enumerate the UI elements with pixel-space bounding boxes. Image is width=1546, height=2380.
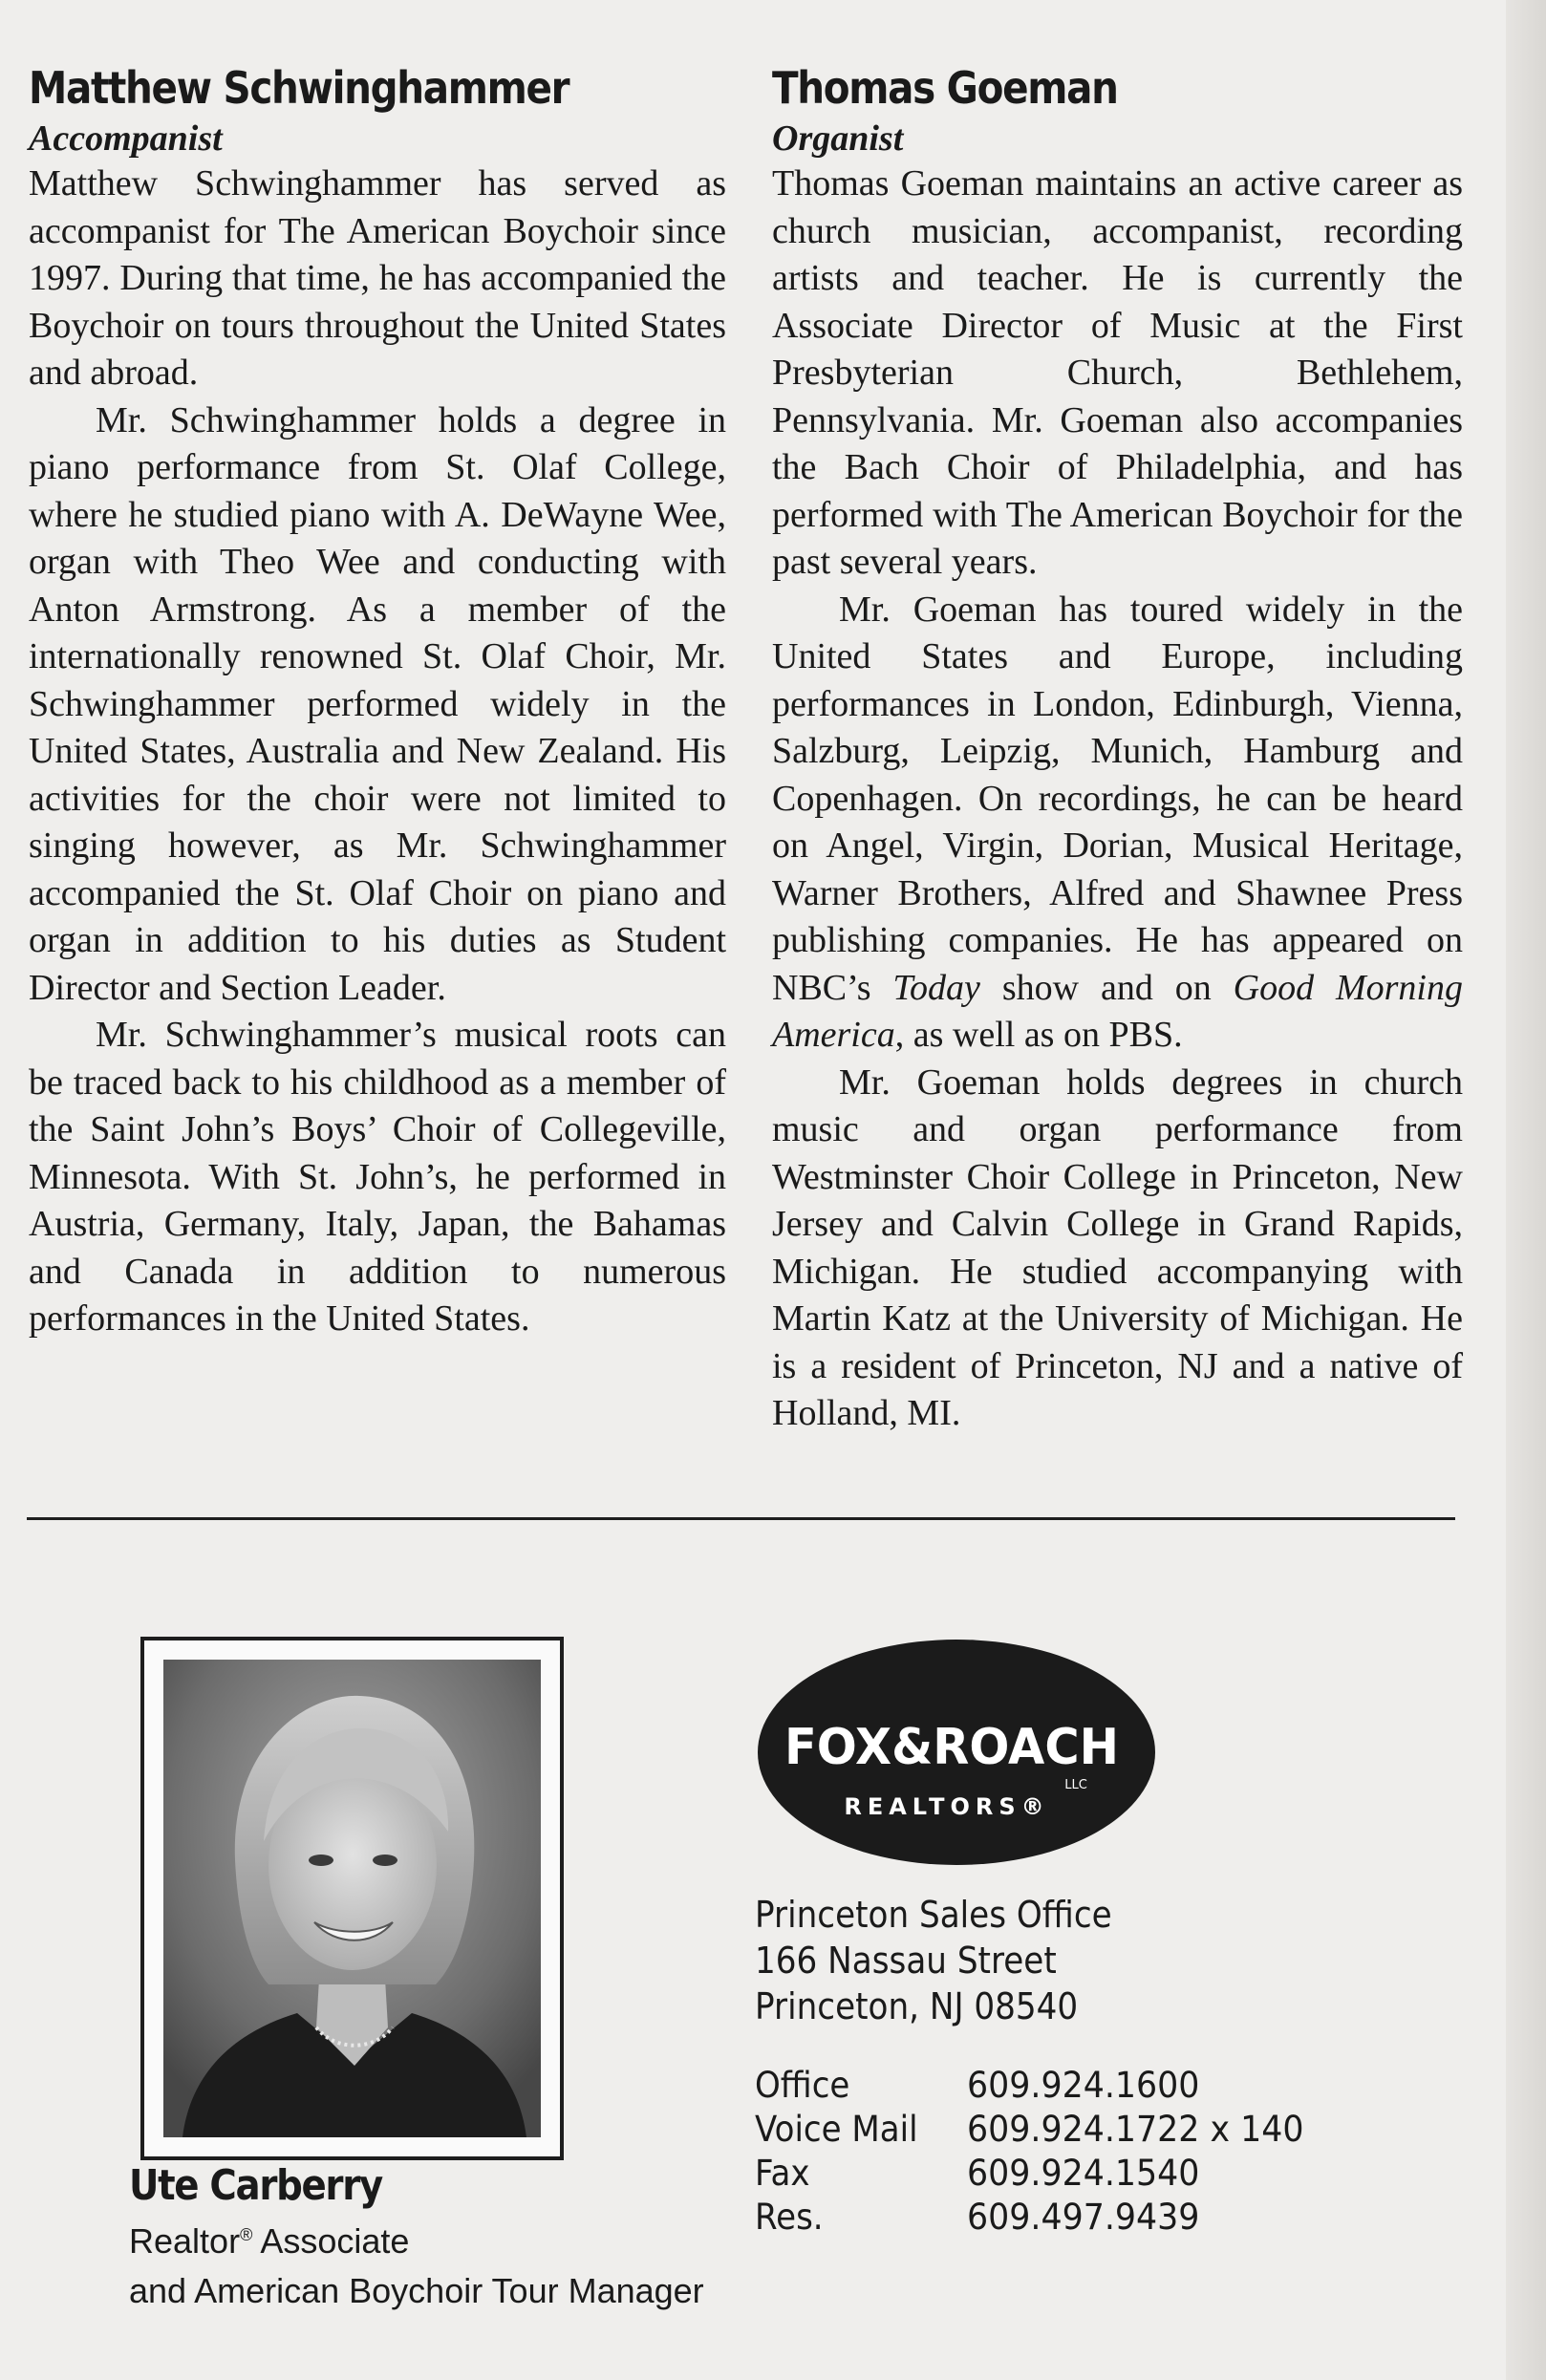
contact-list: [755, 2064, 1325, 2240]
bio-thomas-goeman: [772, 59, 1463, 1438]
fox-roach-logo: [756, 1638, 1157, 1867]
bio-name: Matthew Schwinghammer: [29, 62, 569, 114]
bio-paragraph: Mr. Schwinghammer’s musical roots can be traced back to his childhood as a member of the Saint John’s Boys’ Choir of Collegeville, Minnesota. With St. John’s, he performed in Austria, Germany, Italy, Japan, the Bahamas and Canada in addition to numerous performances in the United States.: [29, 1015, 726, 1339]
contact-value: 609.924.1722 x 140: [967, 2109, 1304, 2150]
office-address: [755, 1892, 1112, 2029]
contact-label: Res.: [755, 2197, 824, 2238]
bio-role: Accompanist: [29, 118, 223, 159]
show-title-today: Today: [892, 967, 980, 1008]
contact-row: [755, 2152, 1325, 2196]
contact-row: [755, 2064, 1325, 2108]
contact-row: [755, 2196, 1325, 2240]
bio-matthew-schwinghammer: [29, 59, 726, 1343]
office-city: Princeton, NJ 08540: [755, 1985, 1079, 2027]
contact-row: [755, 2108, 1325, 2152]
bio-paragraph: Mr. Schwinghammer holds a degree in piano performance from St. Olaf College, where he studied piano with A. DeWayne Wee, organ with Theo Wee and conducting with Anton Armstrong. As a member of the internationally renowned St. Olaf Choir, Mr. Schwinghammer performed widely in the United States, Australia and New Zealand. His activities for the choir were not limited to singing however, as Mr. Schwinghammer accompanied the St. Olaf Choir on piano and organ in addition to his duties as Student Director and Section Leader.: [29, 399, 726, 1008]
registered-mark: ®: [240, 2225, 253, 2244]
contact-label: Voice Mail: [755, 2109, 918, 2150]
logo-wordmark: FOX&ROACH: [784, 1719, 1119, 1776]
bio-paragraph: Matthew Schwinghammer has served as accompanist for The American Boychoir since 1997. During that time, he has accompanied the Boychoir on tours throughout the United States and abroad.: [29, 163, 726, 393]
contact-label: Fax: [755, 2153, 810, 2194]
logo-llc: LLC: [1064, 1778, 1087, 1792]
agent-title-text: Realtor: [129, 2221, 241, 2261]
page-edge-shadow: [1506, 0, 1546, 2380]
bio-role: Organist: [772, 118, 904, 159]
agent-photo: [163, 1660, 541, 2137]
agent-title: [129, 2221, 409, 2262]
agent-title-rest: Associate: [252, 2221, 410, 2261]
section-divider: [27, 1517, 1455, 1520]
office-name: Princeton Sales Office: [755, 1894, 1112, 1936]
bio-text: show and on: [979, 967, 1234, 1008]
logo-realtors: REALTORS®: [844, 1793, 1050, 1820]
contact-value: 609.924.1540: [967, 2153, 1200, 2194]
agent-photo-frame: [140, 1637, 564, 2160]
bio-paragraph: Mr. Goeman holds degrees in church music and organ performance from Westminster Choir College in Princeton, New Jersey and Calvin College in Grand Rapids, Michigan. He studied accompanying with Martin Katz at the University of Michigan. He is a resident of Princeton, NJ and a native of Holland, MI.: [772, 1061, 1463, 1433]
contact-value: 609.924.1600: [967, 2065, 1200, 2106]
contact-value: 609.497.9439: [967, 2197, 1200, 2238]
agent-name: Ute Carberry: [129, 2161, 382, 2210]
bio-paragraph: [772, 587, 1463, 1060]
contact-label: Office: [755, 2065, 850, 2106]
agent-subtitle: and American Boychoir Tour Manager: [129, 2271, 704, 2310]
portrait-illustration: [163, 1660, 541, 2137]
show-title-gma: Good Morning America: [772, 967, 1463, 1055]
bio-text: , as well as on PBS.: [894, 1015, 1183, 1055]
bio-text: Mr. Goeman has toured widely in the United States and Europe, including performances in London, Edinburgh, Vienna, Salzburg, Leipzig, Munich, Hamburg and Copenhagen. On recordings, he can be heard on Angel, Virgin, Dorian, Musical Heritage, Warner Brothers, Alfred and Shawnee Press publishing companies. He has appeared on NBC’s: [772, 589, 1463, 1008]
bio-paragraph: Thomas Goeman maintains an active career as church musician, accompanist, recording artists and teacher. He is currently the Associate Director of Music at the First Presbyterian Church, Bethlehem, Pennsylvania. Mr. Goeman also accompanies the Bach Choir of Philadelphia, and has performed with The American Boychoir for the past several years.: [772, 163, 1463, 582]
bio-name: Thomas Goeman: [772, 62, 1118, 114]
logo-svg: [756, 1638, 1157, 1867]
office-street: 166 Nassau Street: [755, 1940, 1057, 1982]
